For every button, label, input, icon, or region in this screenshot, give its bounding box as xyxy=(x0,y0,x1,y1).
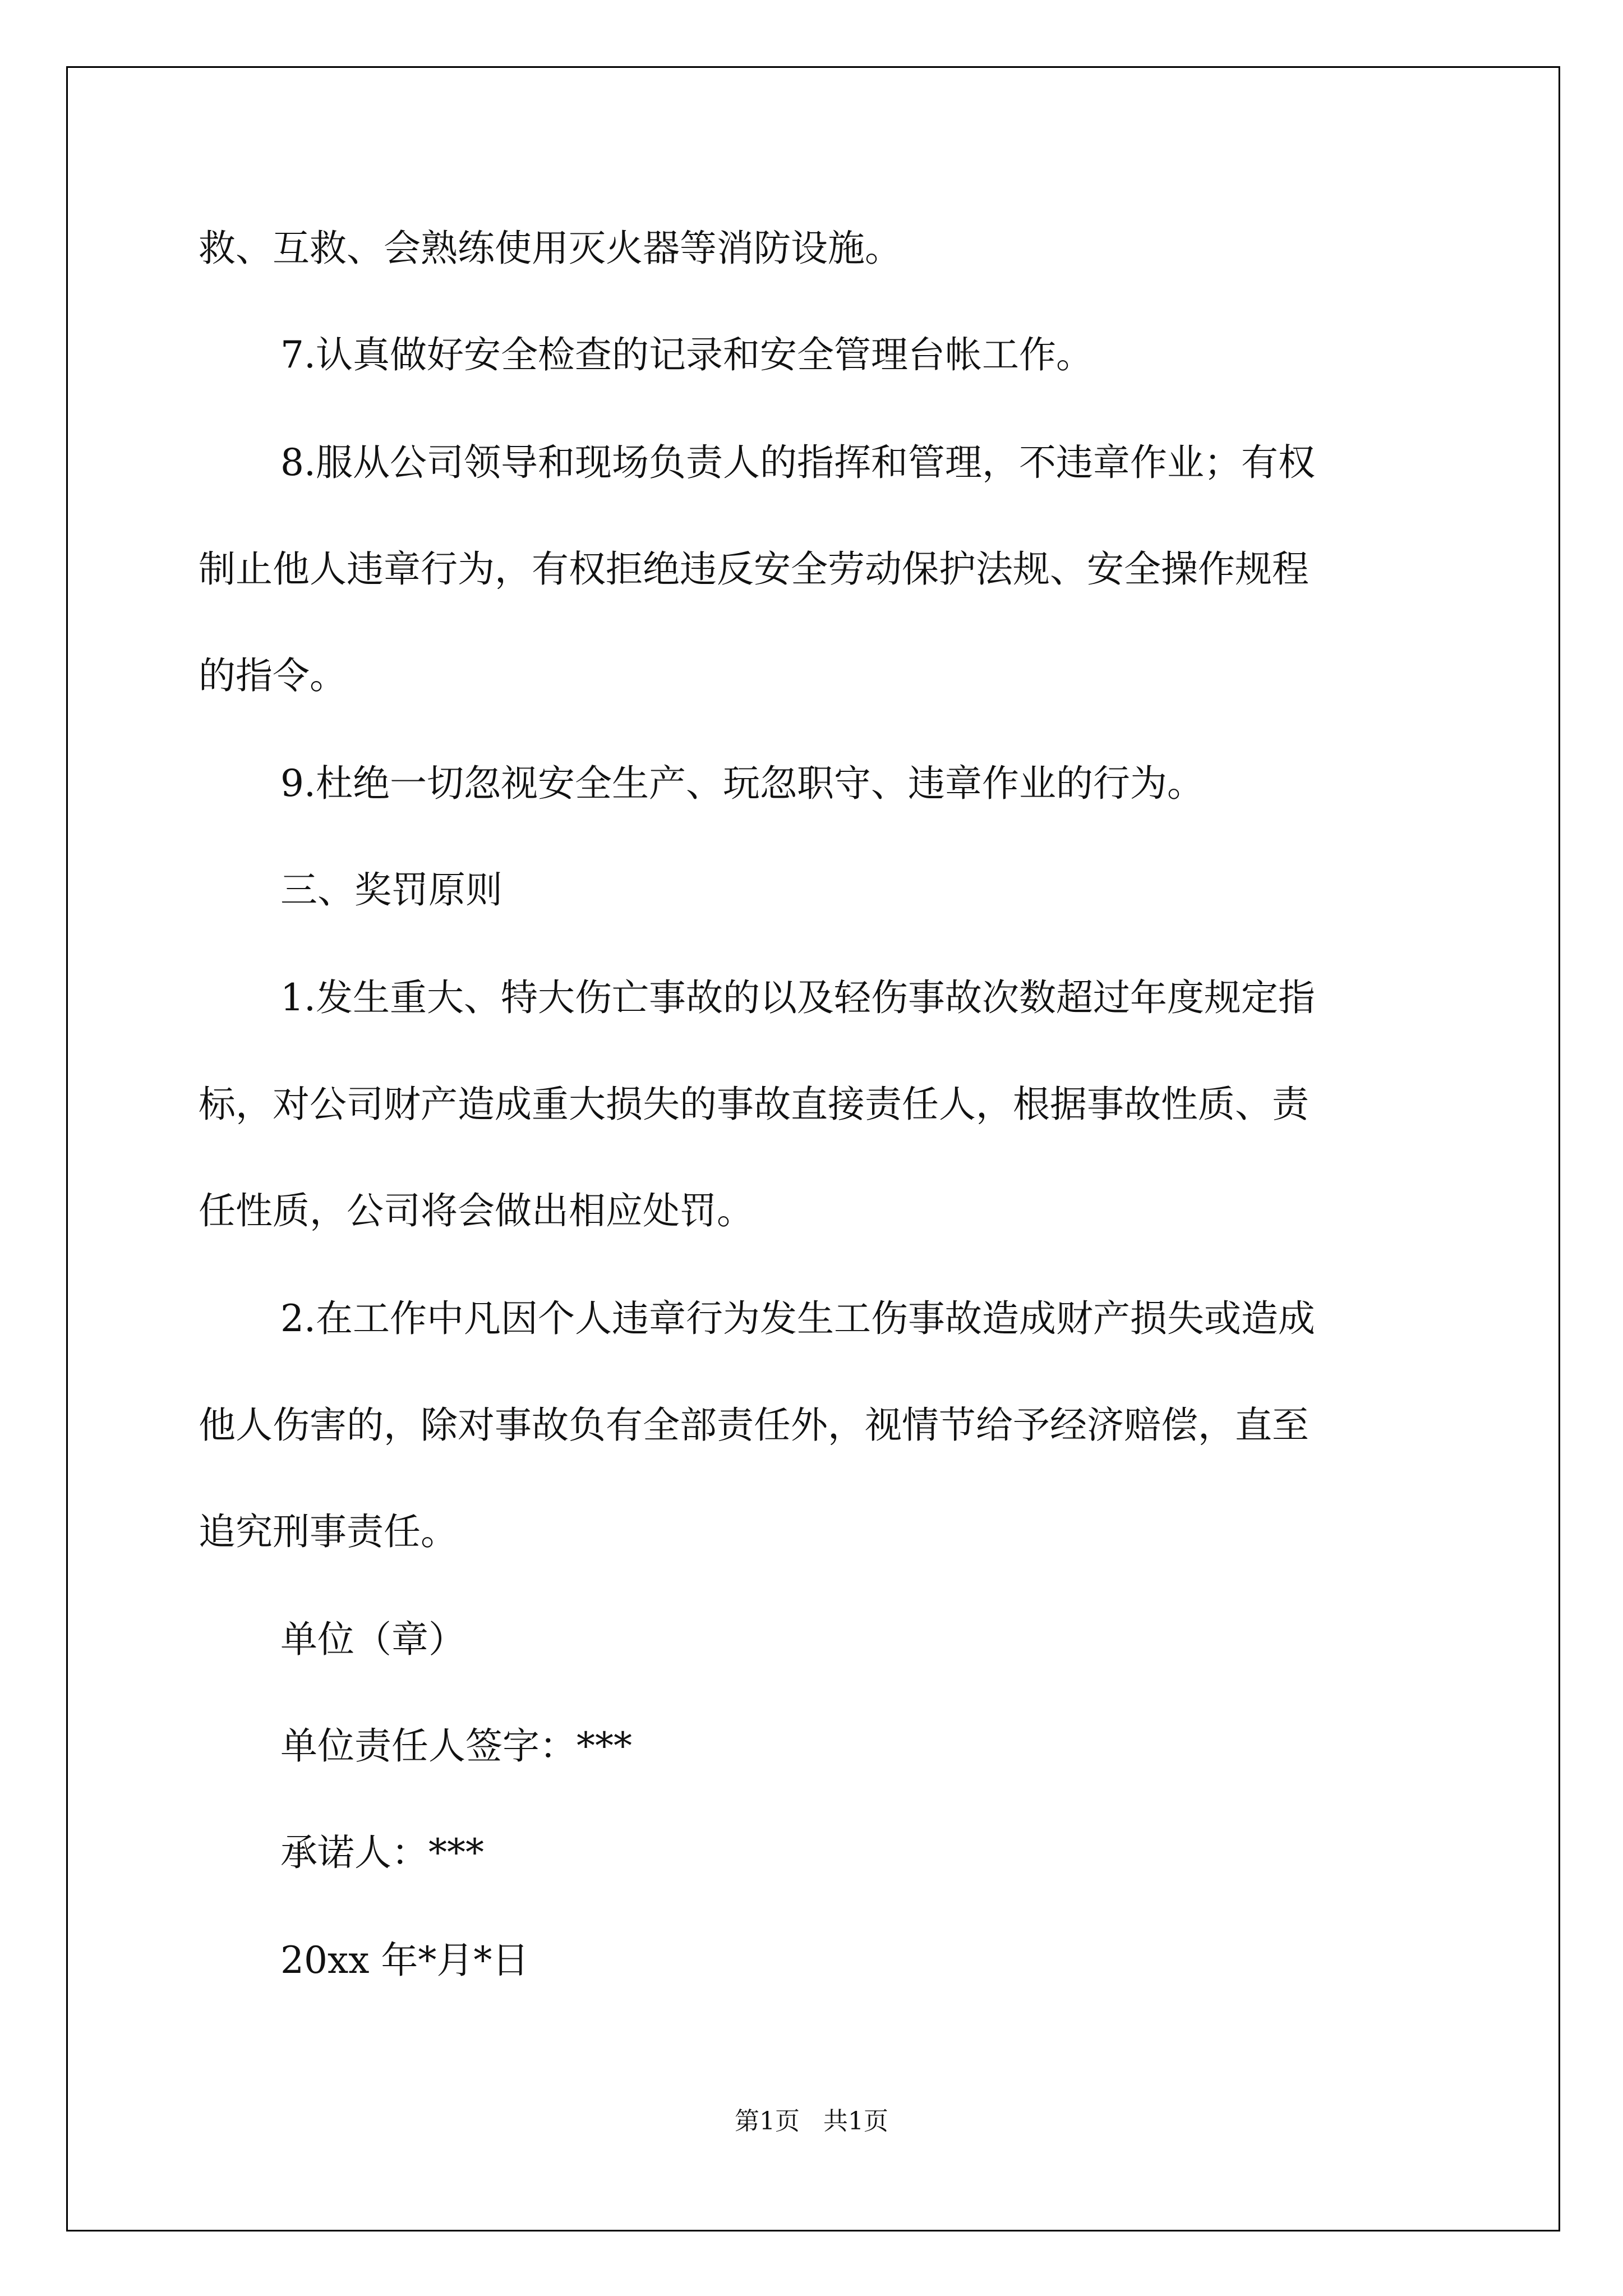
text-line-9: 标，对公司财产造成重大损失的事故直接责任人，根据事故性质、责 xyxy=(199,1083,1309,1126)
page-number: 第1页 共1页 xyxy=(735,2107,888,2136)
text-line-5: 的指令。 xyxy=(199,654,347,697)
text-line-1: 救、互救、会熟练使用灭火器等消防设施。 xyxy=(199,227,902,270)
unit-signature-line: 单位责任人签字：*** xyxy=(280,1724,632,1768)
text-line-2: 7.认真做好安全检查的记录和安全管理台帐工作。 xyxy=(280,333,1093,376)
text-line-8: 1.发生重大、特大伤亡事故的以及轻伤事故次数超过年度规定指 xyxy=(280,976,1315,1019)
section-heading: 三、奖罚原则 xyxy=(280,868,502,912)
text-line-4: 制止他人违章行为，有权拒绝违反安全劳动保护法规、安全操作规程 xyxy=(199,547,1309,591)
text-line-12: 他人伤害的，除对事故负有全部责任外，视情节给予经济赔偿，直至 xyxy=(199,1404,1309,1447)
unit-seal-line: 单位（章） xyxy=(280,1618,465,1661)
text-line-3: 8.服从公司领导和现场负责人的指挥和管理，不违章作业；有权 xyxy=(280,441,1315,484)
text-line-6: 9.杜绝一切忽视安全生产、玩忽职守、违章作业的行为。 xyxy=(280,762,1204,805)
page-footer xyxy=(0,2101,1623,2137)
page-border xyxy=(66,66,1560,2231)
text-line-11: 2.在工作中凡因个人违章行为发生工伤事故造成财产损失或造成 xyxy=(280,1297,1315,1340)
date-line: 20xx 年*月*日 xyxy=(280,1939,529,1982)
text-line-10: 任性质，公司将会做出相应处罚。 xyxy=(199,1189,754,1232)
promisor-line: 承诺人：*** xyxy=(280,1831,484,1874)
text-line-13: 追究刑事责任。 xyxy=(199,1510,458,1553)
